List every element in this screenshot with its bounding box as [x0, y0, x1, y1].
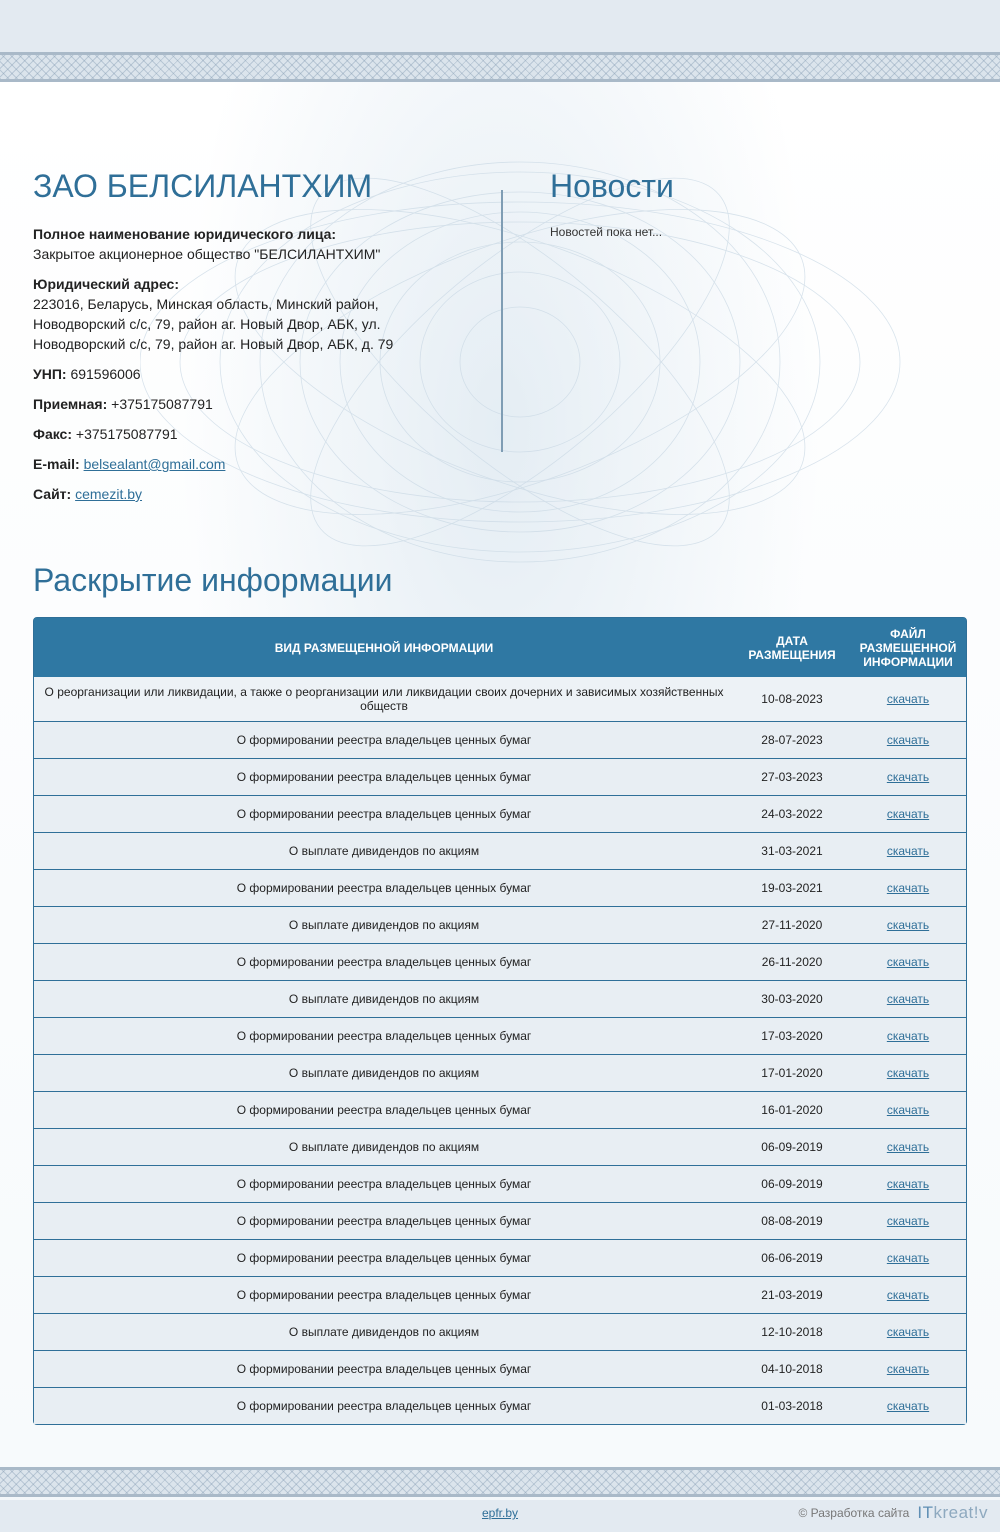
- cell-date: 21-03-2019: [734, 1276, 850, 1313]
- footer-ornament-band: [0, 1467, 1000, 1497]
- cell-info-type: О выплате дивидендов по акциям: [34, 832, 734, 869]
- cell-date: 12-10-2018: [734, 1313, 850, 1350]
- download-link[interactable]: скачать: [886, 954, 930, 969]
- fax-block: [33, 424, 473, 444]
- cell-info-type: О выплате дивидендов по акциям: [34, 1054, 734, 1091]
- download-link[interactable]: скачать: [886, 1361, 930, 1376]
- cell-info-type: О формировании реестра владельцев ценных бумаг: [34, 758, 734, 795]
- download-link[interactable]: скачать: [886, 769, 930, 784]
- download-link[interactable]: скачать: [886, 1398, 930, 1413]
- cell-date: 16-01-2020: [734, 1091, 850, 1128]
- email-block: [33, 454, 473, 474]
- cell-file: [850, 1091, 966, 1128]
- table-row: [34, 832, 966, 869]
- fax-label: Факс:: [33, 426, 73, 442]
- cell-file: [850, 906, 966, 943]
- cell-file: [850, 795, 966, 832]
- cell-date: 06-09-2019: [734, 1128, 850, 1165]
- news-heading: Новости: [550, 168, 674, 204]
- table-row: [34, 1091, 966, 1128]
- cell-date: 24-03-2022: [734, 795, 850, 832]
- developer-logo-rest: kreat!v: [933, 1503, 988, 1522]
- cell-date: 01-03-2018: [734, 1387, 850, 1424]
- address-block: [33, 274, 473, 354]
- developer-credit: [798, 1503, 988, 1523]
- cell-date: 31-03-2021: [734, 832, 850, 869]
- column-header-type: ВИД РАЗМЕЩЕННОЙ ИНФОРМАЦИИ: [34, 618, 734, 677]
- cell-file: [850, 1239, 966, 1276]
- cell-date: 04-10-2018: [734, 1350, 850, 1387]
- cell-date: 06-06-2019: [734, 1239, 850, 1276]
- disclosure-heading: Раскрытие информации: [33, 562, 393, 598]
- unp-label: УНП:: [33, 366, 67, 382]
- download-link[interactable]: скачать: [886, 806, 930, 821]
- email-link[interactable]: belsealant@gmail.com: [83, 456, 226, 472]
- table-row: [34, 1350, 966, 1387]
- disclosure-table-wrapper: [33, 617, 967, 1425]
- cell-file: [850, 1350, 966, 1387]
- cell-info-type: О формировании реестра владельцев ценных бумаг: [34, 1017, 734, 1054]
- table-row: [34, 1165, 966, 1202]
- footer: [0, 1500, 1000, 1532]
- table-row: [34, 943, 966, 980]
- unp-value: 691596006: [70, 366, 141, 382]
- cell-file: [850, 1387, 966, 1424]
- cell-info-type: О формировании реестра владельцев ценных бумаг: [34, 795, 734, 832]
- cell-date: 19-03-2021: [734, 869, 850, 906]
- cell-info-type: О реорганизации или ликвидации, а также о реорганизации или ликвидации своих дочерних и зависимых хозяйственных обществ: [34, 677, 734, 721]
- developer-credit-text: © Разработка сайта: [798, 1506, 910, 1520]
- cell-date: 28-07-2023: [734, 721, 850, 758]
- download-link[interactable]: скачать: [886, 732, 930, 747]
- site-link[interactable]: cemezit.by: [75, 486, 143, 502]
- cell-info-type: О формировании реестра владельцев ценных бумаг: [34, 943, 734, 980]
- column-header-date: ДАТА РАЗМЕЩЕНИЯ: [734, 618, 850, 677]
- table-row: [34, 1017, 966, 1054]
- cell-date: 06-09-2019: [734, 1165, 850, 1202]
- column-divider: [501, 190, 503, 452]
- cell-info-type: О формировании реестра владельцев ценных бумаг: [34, 1202, 734, 1239]
- unp-block: [33, 364, 473, 384]
- table-row: [34, 980, 966, 1017]
- table-row: [34, 869, 966, 906]
- full-name-label: Полное наименование юридического лица:: [33, 226, 337, 242]
- cell-info-type: О формировании реестра владельцев ценных бумаг: [34, 1276, 734, 1313]
- news-empty-text: Новостей пока нет...: [550, 225, 663, 239]
- company-info: [33, 168, 473, 514]
- full-name-block: [33, 224, 473, 264]
- cell-file: [850, 869, 966, 906]
- download-link[interactable]: скачать: [886, 1102, 930, 1117]
- cell-date: 08-08-2019: [734, 1202, 850, 1239]
- table-row: [34, 1239, 966, 1276]
- download-link[interactable]: скачать: [886, 691, 930, 706]
- address-label: Юридический адрес:: [33, 276, 179, 292]
- site-block: [33, 484, 473, 504]
- table-row: [34, 1202, 966, 1239]
- cell-file: [850, 1165, 966, 1202]
- top-band: [0, 0, 1000, 52]
- cell-info-type: О формировании реестра владельцев ценных бумаг: [34, 869, 734, 906]
- cell-file: [850, 1128, 966, 1165]
- page-content: [0, 82, 1000, 1467]
- table-row: [34, 758, 966, 795]
- cell-file: [850, 1313, 966, 1350]
- cell-info-type: О формировании реестра владельцев ценных бумаг: [34, 1350, 734, 1387]
- cell-file: [850, 1017, 966, 1054]
- cell-info-type: О выплате дивидендов по акциям: [34, 906, 734, 943]
- cell-file: [850, 943, 966, 980]
- header-ornament-band: [0, 52, 1000, 82]
- cell-file: [850, 980, 966, 1017]
- download-link[interactable]: скачать: [886, 1250, 930, 1265]
- cell-date: 26-11-2020: [734, 943, 850, 980]
- full-name-value: Закрытое акционерное общество "БЕЛСИЛАНТХИМ": [33, 246, 381, 262]
- table-row: [34, 1128, 966, 1165]
- download-link[interactable]: скачать: [886, 1287, 930, 1302]
- download-link[interactable]: скачать: [886, 991, 930, 1006]
- cell-file: [850, 1202, 966, 1239]
- cell-file: [850, 1054, 966, 1091]
- cell-date: 27-03-2023: [734, 758, 850, 795]
- download-link[interactable]: скачать: [886, 917, 930, 932]
- footer-site-link[interactable]: epfr.by: [482, 1506, 519, 1520]
- cell-date: 17-01-2020: [734, 1054, 850, 1091]
- site-label: Сайт:: [33, 486, 72, 502]
- reception-value: +375175087791: [111, 396, 213, 412]
- download-link[interactable]: скачать: [886, 843, 930, 858]
- download-link[interactable]: скачать: [886, 1176, 930, 1191]
- cell-info-type: О формировании реестра владельцев ценных бумаг: [34, 1165, 734, 1202]
- cell-file: [850, 832, 966, 869]
- news-section: [550, 168, 950, 240]
- cell-date: 30-03-2020: [734, 980, 850, 1017]
- table-row: [34, 1276, 966, 1313]
- table-row: [34, 1387, 966, 1424]
- cell-date: 17-03-2020: [734, 1017, 850, 1054]
- cell-file: [850, 721, 966, 758]
- table-row: [34, 906, 966, 943]
- cell-info-type: О формировании реестра владельцев ценных бумаг: [34, 721, 734, 758]
- download-link[interactable]: скачать: [886, 880, 930, 895]
- cell-file: [850, 758, 966, 795]
- cell-info-type: О выплате дивидендов по акциям: [34, 1128, 734, 1165]
- cell-info-type: О выплате дивидендов по акциям: [34, 1313, 734, 1350]
- cell-date: 10-08-2023: [734, 677, 850, 721]
- download-link[interactable]: скачать: [886, 1213, 930, 1228]
- fax-value: +375175087791: [75, 426, 178, 442]
- address-value: 223016, Беларусь, Минская область, Минский район, Новодворский с/с, 79, район аг. Новый Двор, АБК, ул. Новодворский с/с, 79, район аг. Новый Двор, АБК, д. 79: [33, 296, 394, 352]
- download-link[interactable]: скачать: [886, 1065, 930, 1080]
- download-link[interactable]: скачать: [886, 1028, 930, 1043]
- table-row: [34, 677, 966, 721]
- email-label: E-mail:: [33, 456, 80, 472]
- cell-file: [850, 677, 966, 721]
- cell-info-type: О формировании реестра владельцев ценных бумаг: [34, 1091, 734, 1128]
- table-row: [34, 795, 966, 832]
- developer-logo-link[interactable]: [917, 1503, 988, 1523]
- disclosure-table: [34, 618, 966, 1424]
- reception-label: Приемная:: [33, 396, 108, 412]
- table-header-row: [34, 618, 966, 677]
- table-row: [34, 1054, 966, 1091]
- cell-info-type: О выплате дивидендов по акциям: [34, 980, 734, 1017]
- download-link[interactable]: скачать: [886, 1324, 930, 1339]
- developer-logo-it: IT: [917, 1503, 934, 1522]
- cell-info-type: О формировании реестра владельцев ценных бумаг: [34, 1239, 734, 1276]
- table-row: [34, 1313, 966, 1350]
- download-link[interactable]: скачать: [886, 1139, 930, 1154]
- reception-block: [33, 394, 473, 414]
- cell-date: 27-11-2020: [734, 906, 850, 943]
- cell-info-type: О формировании реестра владельцев ценных бумаг: [34, 1387, 734, 1424]
- table-row: [34, 721, 966, 758]
- cell-file: [850, 1276, 966, 1313]
- column-header-file: ФАЙЛ РАЗМЕЩЕННОЙ ИНФОРМАЦИИ: [850, 618, 966, 677]
- company-name-heading: ЗАО БЕЛСИЛАНТХИМ: [33, 168, 373, 204]
